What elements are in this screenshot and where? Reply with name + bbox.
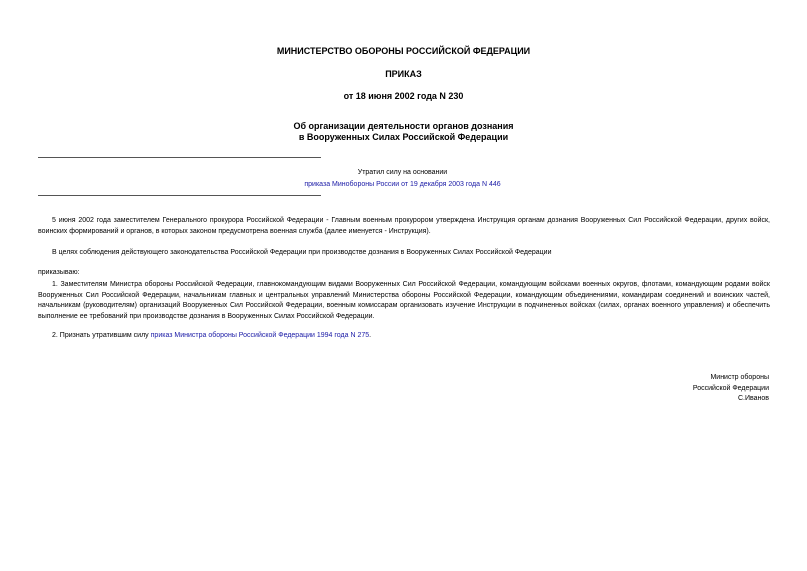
item-2-text: 2. Признать утратившим силу	[52, 332, 151, 339]
item-2-end: .	[369, 332, 372, 339]
doc-type-heading: ПРИКАЗ	[385, 69, 422, 79]
date-number-heading: от 18 июня 2002 года N 230	[343, 91, 464, 101]
paragraph-order-word: приказываю:	[38, 269, 80, 276]
ministry-heading: МИНИСТЕРСТВО ОБОРОНЫ РОССИЙСКОЙ ФЕДЕРАЦИИ	[276, 46, 531, 56]
signature-org: Российской Федерации	[692, 384, 769, 392]
repeal-notice-text: Утратил силу на основании	[357, 169, 448, 176]
title-line-2: в Вооруженных Силах Российской Федерации	[298, 132, 509, 142]
paragraph-preamble: 5 июня 2002 года заместителем Генерального прокурора Российской Федерации - Главным военным прокурором утверждена Инструкция органам дознания Вооруженных Сил Российской Федерации, других войск, воинских формирований и органов, в которых законом предусмотрена военная служба (далее именуется - Инструкция).	[38, 217, 770, 235]
divider-top	[38, 157, 321, 158]
repeal-notice	[280, 167, 525, 191]
title-line-1: Об организации деятельности органов дознания	[293, 121, 514, 131]
item-2-link[interactable]: приказ Министра обороны Российской Федерации 1994 года N 275	[150, 332, 370, 339]
paragraph-purpose: В целях соблюдения действующего законодательства Российской Федерации при производстве дознания в Вооруженных Силах Российской Федерации	[52, 249, 552, 256]
paragraph-item-2	[38, 331, 770, 342]
signature-name: С.Иванов	[737, 395, 769, 402]
signature-block	[569, 373, 769, 405]
signature-title: Министр обороны	[710, 374, 769, 381]
paragraph-item-1: 1. Заместителям Министра обороны Российской Федерации, главнокомандующим видами Вооруженных Сил Российской Федерации, командующим войсками военных округов, флотами, командующим родами войск Вооруженных Сил Российской Федерации, начальникам главных и центральных управлений Министерства обороны Российской Федерации, командующим объединениями, командирам соединений и воинских частей, начальникам (руководителям) организаций Вооруженных Сил Российской Федерации, военным комиссарам организовать изучение Инструкции в подчиненных войсках (силах, органах военного управления) и обеспечить выполнение ее требований при производстве дознания в Вооруженных Силах Российской Федерации.	[38, 281, 770, 320]
divider-bottom	[38, 195, 321, 196]
repeal-notice-link[interactable]: приказа Минобороны России от 19 декабря 2003 года N 446	[304, 181, 501, 188]
